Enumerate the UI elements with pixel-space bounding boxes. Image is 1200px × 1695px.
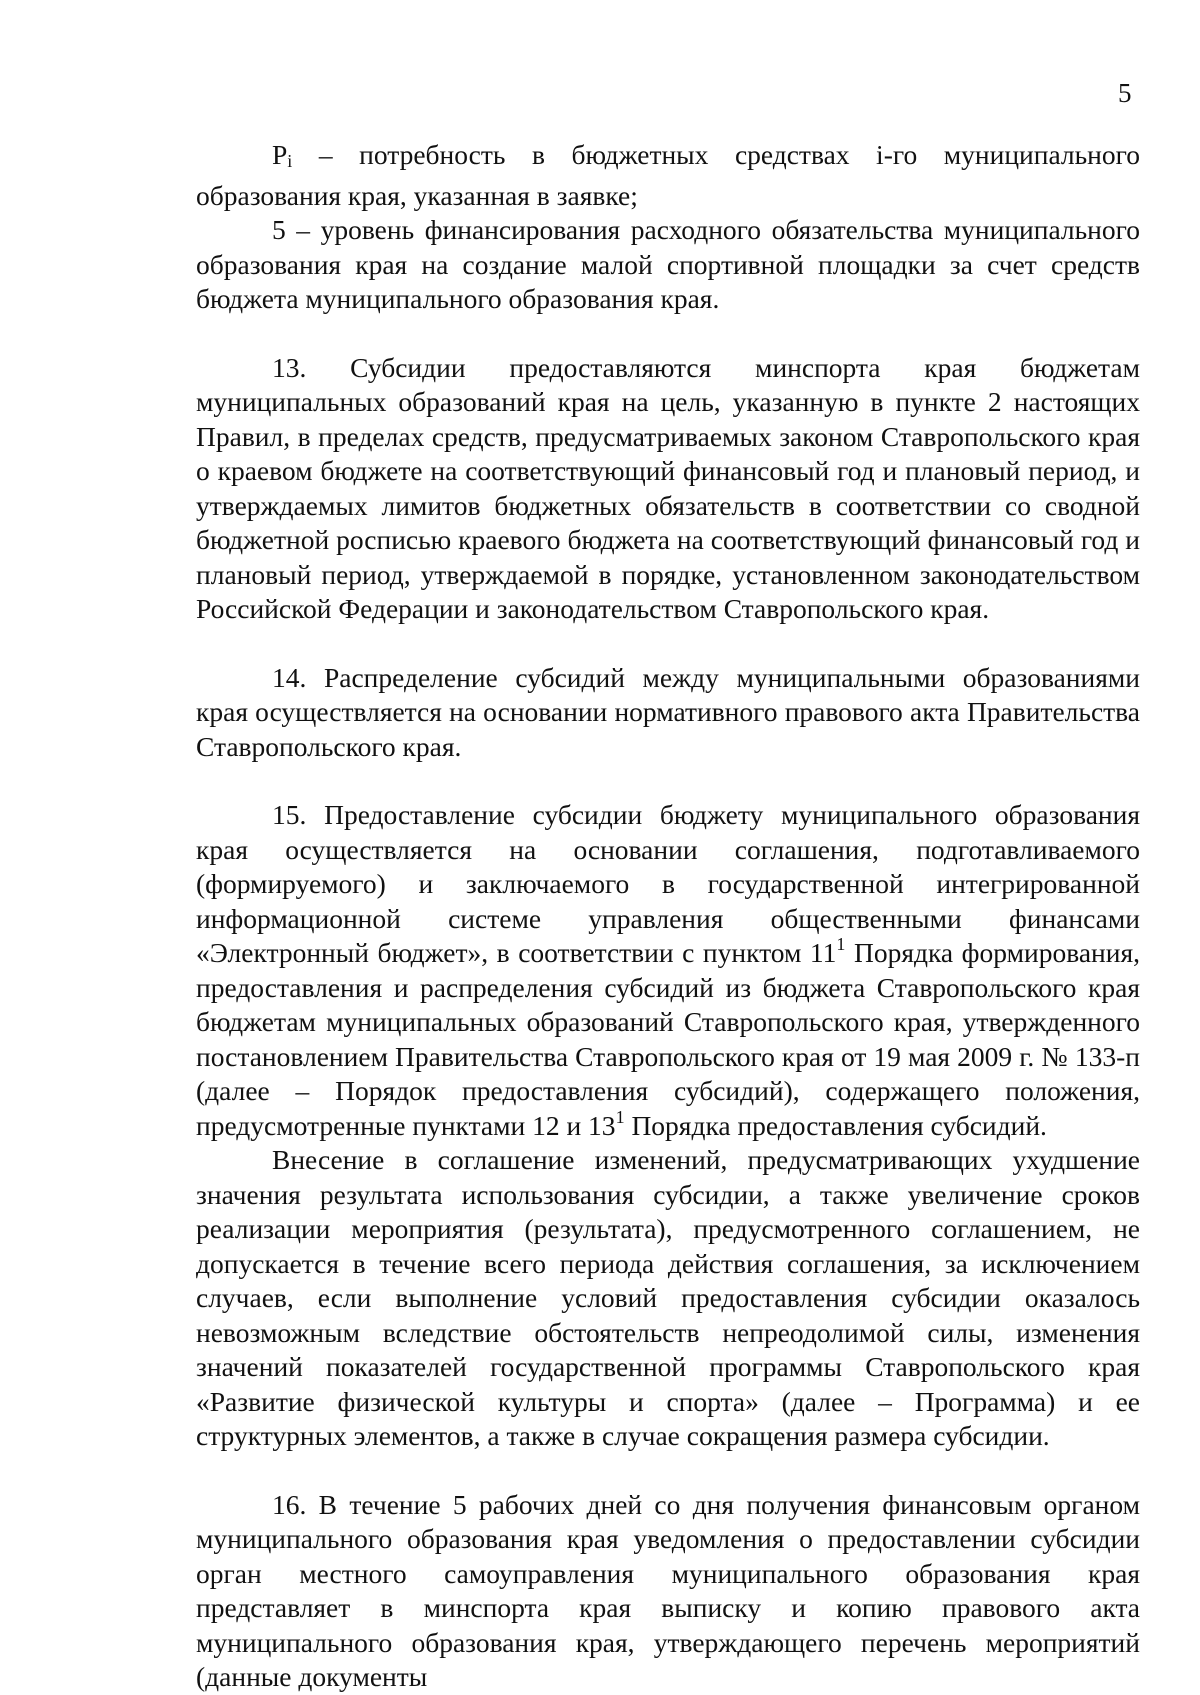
paragraph-15-amendments: Внесение в соглашение изменений, предусматривающих ухудшение значения результата использования субсидии, а также увеличение сроков реализации мероприятия (результата), предусмотренного соглашением, не допускается в течение всего периода действия соглашения, за исключением случаев, если выполнение условий предоставления субсидии оказалось невозможным вследствие обстоятельств непреодолимой силы, изменения значений показателей государственной программы Ставропольского края «Развитие физической культуры и спорта» (далее – Программа) и ее структурных элементов, а также в случае сокращения размера субсидии.	[196, 1144, 1140, 1451]
pi-definition-text: – потребность в бюджетных средствах i-го муниципального образования края, указанная в заявке;	[196, 139, 1140, 211]
superscript-1: 1	[836, 934, 846, 954]
paragraph-five-definition: 5 – уровень финансирования расходного обязательства муниципального образования края на создание малой спортивной площадки за счет средств бюджета муниципального образования края.	[196, 214, 1140, 314]
document-body	[196, 138, 1140, 1695]
paragraph-13: 13. Субсидии предоставляются минспорта края бюджетам муниципальных образований края на цель, указанную в пункте 2 настоящих Правил, в пределах средств, предусматриваемых законом Ставропольского края о краевом бюджете на соответствующий финансовый год и плановый период, и утверждаемых лимитов бюджетных обязательств в соответствии со сводной бюджетной росписью краевого бюджета на соответствующий финансовый год и плановый период, утверждаемой в порядке, установленном законодательством Российской Федерации и законодательством Ставропольского края.	[196, 351, 1140, 624]
paragraph-15	[196, 798, 1140, 1143]
paragraph-pi-definition	[196, 138, 1140, 213]
paragraph-15-part1: 15. Предоставление субсидии бюджету муниципального образования края осуществляется на основании соглашения, подготавливаемого (формируемого) и заключаемого в государственной интегрированной информационной системе управления общественными финансами «Электронный бюджет», в соответствии с пунктом 11	[196, 799, 1140, 968]
pi-subscript: i	[287, 151, 293, 171]
paragraph-16: 16. В течение 5 рабочих дней со дня получения финансовым органом муниципального образования края уведомления о предоставлении субсидии орган местного самоуправления муниципального образования края представляет в минспорта края выписку и копию правового акта муниципального образования края, утверждающего перечень мероприятий (данные документы	[196, 1488, 1140, 1692]
pi-symbol: P	[272, 139, 288, 170]
superscript-2: 1	[615, 1106, 625, 1127]
paragraph-15-part3: Порядка предоставления субсидий.	[624, 1109, 1047, 1141]
paragraph-14: 14. Распределение субсидий между муниципальными образованиями края осуществляется на основании нормативного правового акта Правительства Ставропольского края.	[196, 661, 1140, 762]
page-number: 5	[1118, 78, 1132, 108]
paragraph-15-part2: Порядка формирования, предоставления и распределения субсидий из бюджета Ставропольского края бюджетам муниципальных образований Ставропольского края, утвержденного постановлением Правительства Ставропольского края от 19 мая 2009 г. № 133-п (далее – Порядок предоставления субсидий), содержащего положения, предусмотренные пунктами 12 и 13	[196, 937, 1140, 1141]
